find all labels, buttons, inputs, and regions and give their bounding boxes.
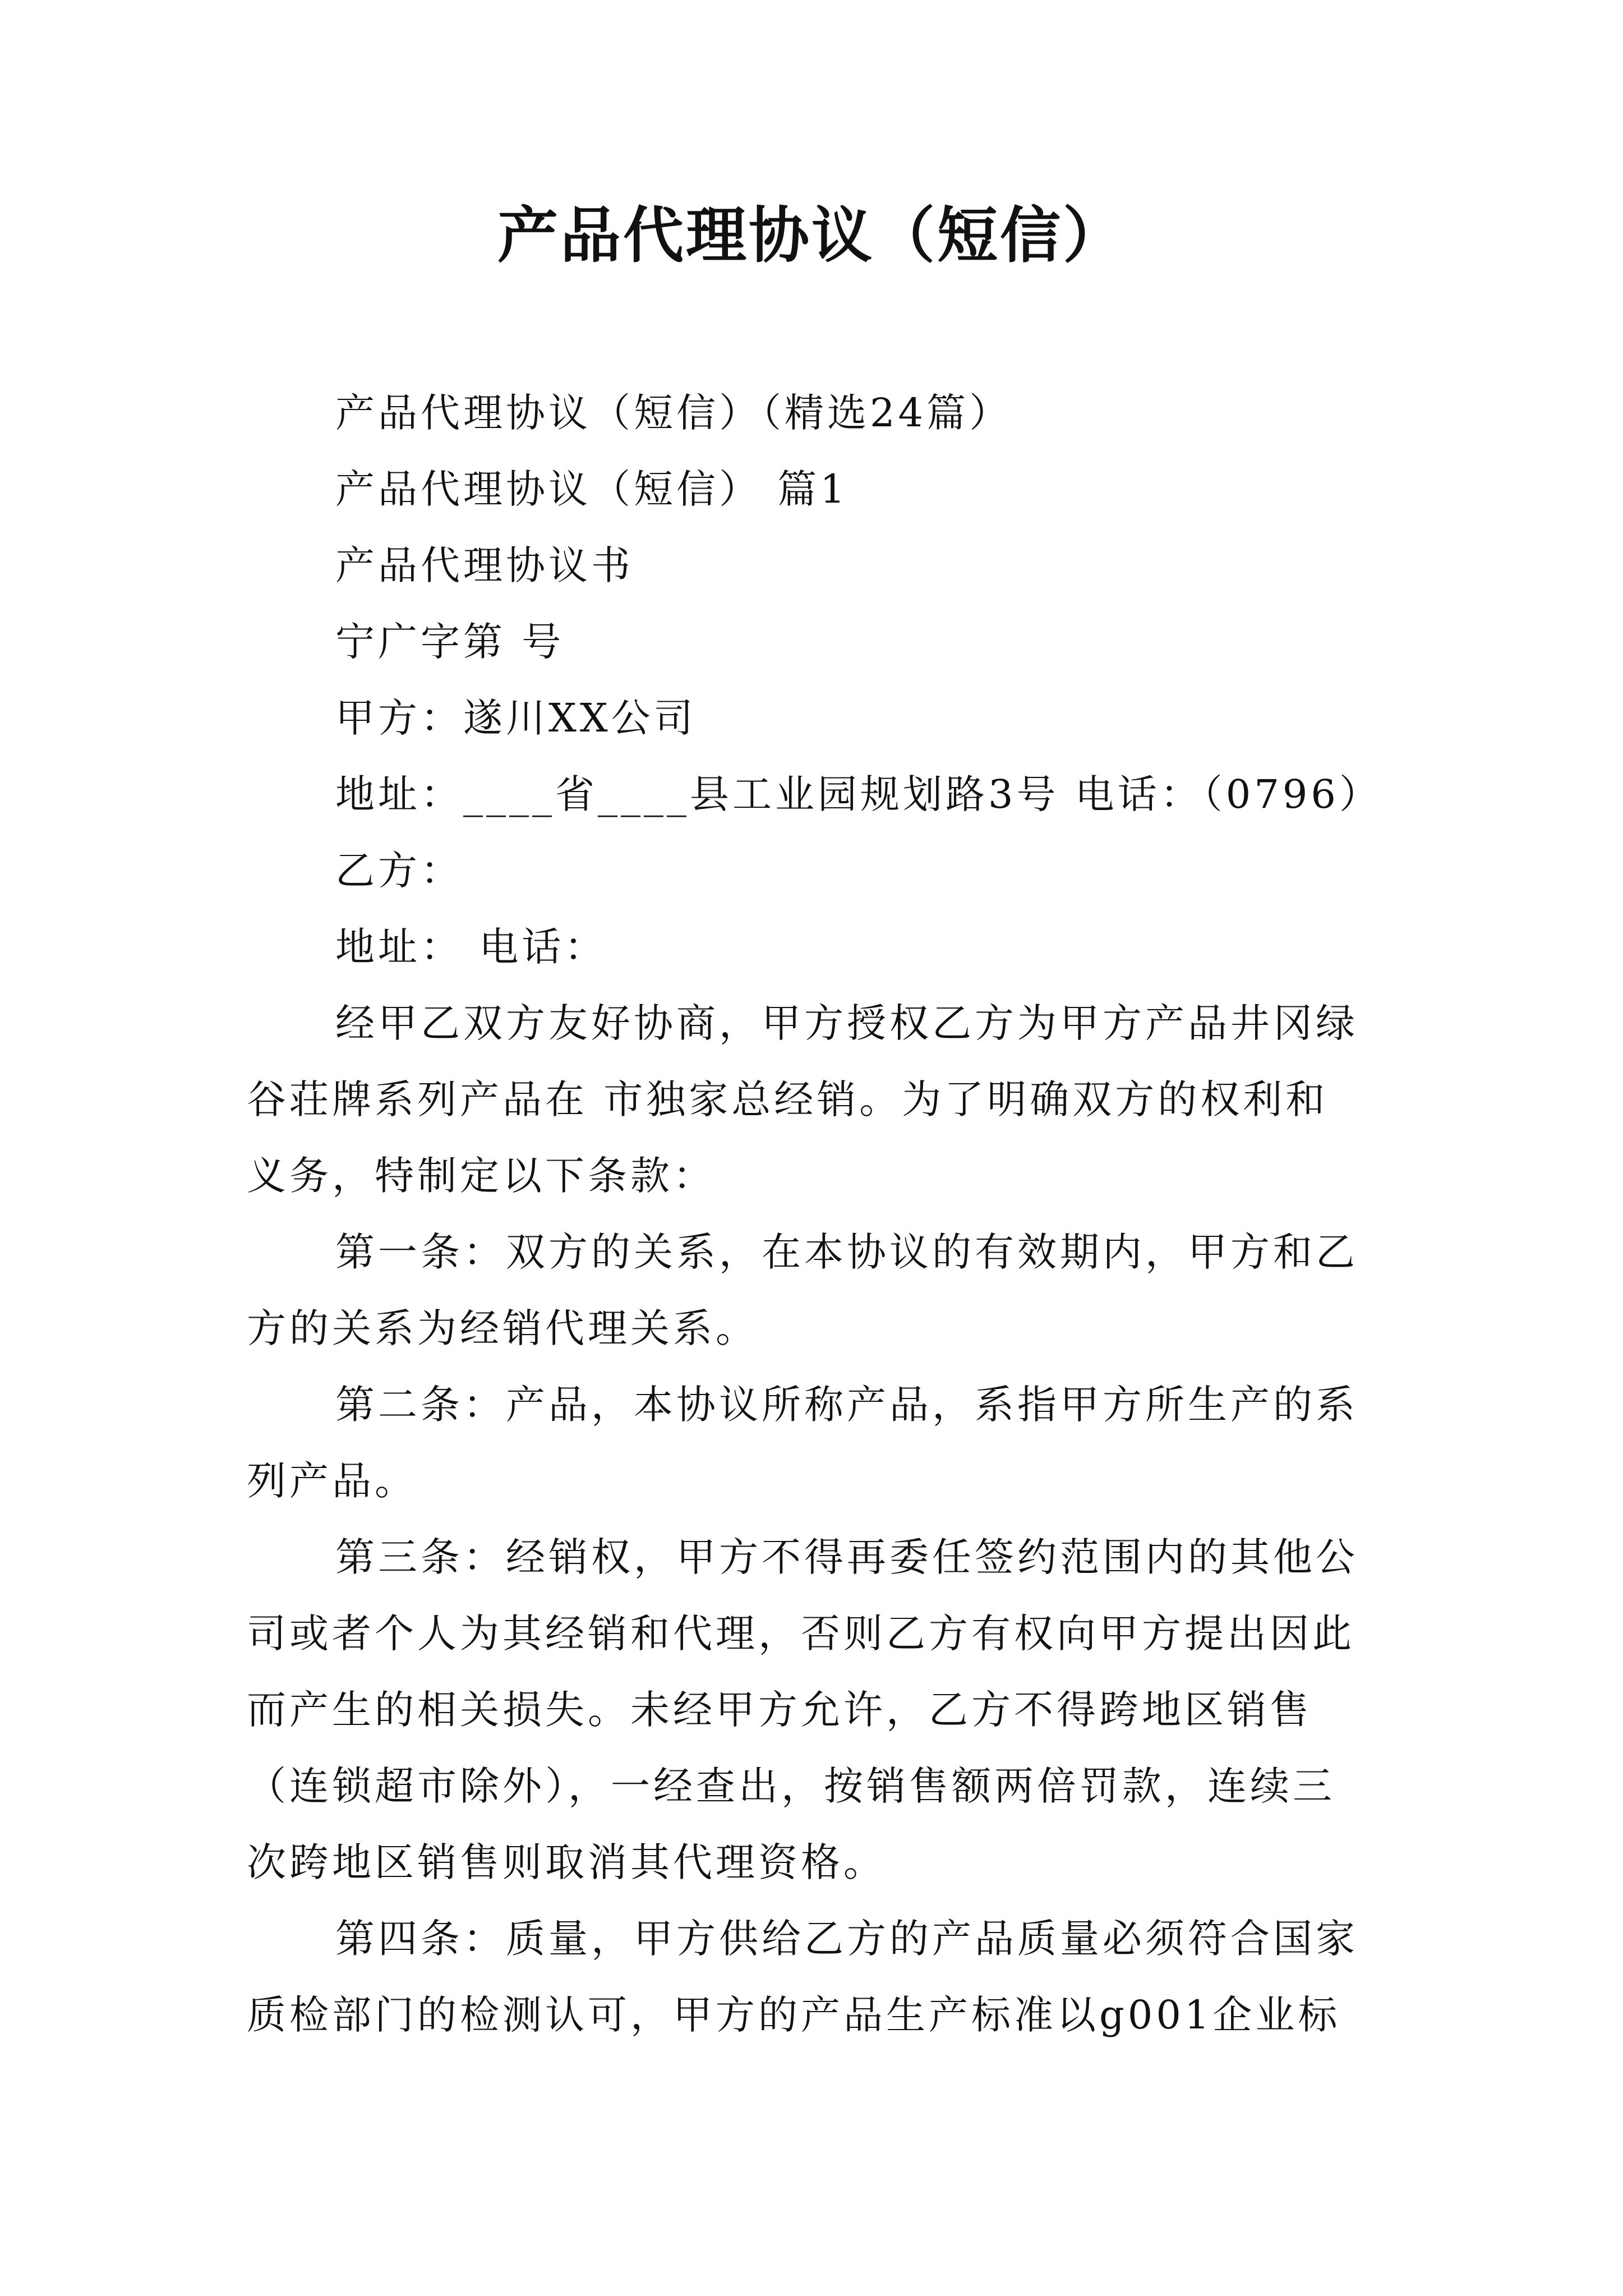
paragraph-line: 产品代理协议书 (335, 542, 634, 588)
paragraph-line: 乙方： (335, 848, 463, 894)
paragraph-line: 谷荘牌系列产品在 市独家总经销。为了明确双方的权利和 (247, 1076, 1329, 1122)
paragraph-line: 质检部门的检测认可，甲方的产品生产标准以g001企业标 (247, 1992, 1341, 2038)
paragraph-line: 第二条：产品，本协议所称产品，系指甲方所生产的系 (335, 1382, 1358, 1428)
paragraph-line: 地址：____省____县工业园规划路3号 电话：（0796） (335, 771, 1382, 817)
document-title: 产品代理协议（短信） (497, 200, 1126, 271)
paragraph-line: 而产生的相关损失。未经甲方允许，乙方不得跨地区销售 (247, 1687, 1312, 1733)
paragraph-line: 方的关系为经销代理关系。 (247, 1305, 758, 1351)
document-body (247, 375, 1380, 2053)
paragraph-line: （连锁超市除外），一经查出，按销售额两倍罚款，连续三 (247, 1763, 1335, 1809)
paragraph-line: 第四条：质量，甲方供给乙方的产品质量必须符合国家 (335, 1916, 1358, 1962)
paragraph-line: 产品代理协议（短信）（精选24篇） (335, 390, 1012, 436)
paragraph-line: 第一条：双方的关系，在本协议的有效期内，甲方和乙 (335, 1229, 1358, 1275)
paragraph-line: 司或者个人为其经销和代理，否则乙方有权向甲方提出因此 (247, 1611, 1355, 1657)
paragraph-line: 列产品。 (247, 1458, 417, 1504)
paragraph-line: 第三条：经销权，甲方不得再委任签约范围内的其他公 (335, 1534, 1358, 1580)
paragraph-line: 产品代理协议（短信） 篇1 (335, 466, 849, 512)
paragraph-line: 宁广字第 号 (335, 619, 565, 665)
paragraph-line: 经甲乙双方友好协商，甲方授权乙方为甲方产品井冈绿 (335, 1000, 1358, 1046)
paragraph-line: 次跨地区销售则取消其代理资格。 (247, 1839, 886, 1885)
paragraph-line: 甲方：遂川XX公司 (335, 695, 697, 741)
paragraph-line: 义务，特制定以下条款： (247, 1153, 716, 1199)
paragraph-line: 地址： 电话： (335, 924, 607, 970)
